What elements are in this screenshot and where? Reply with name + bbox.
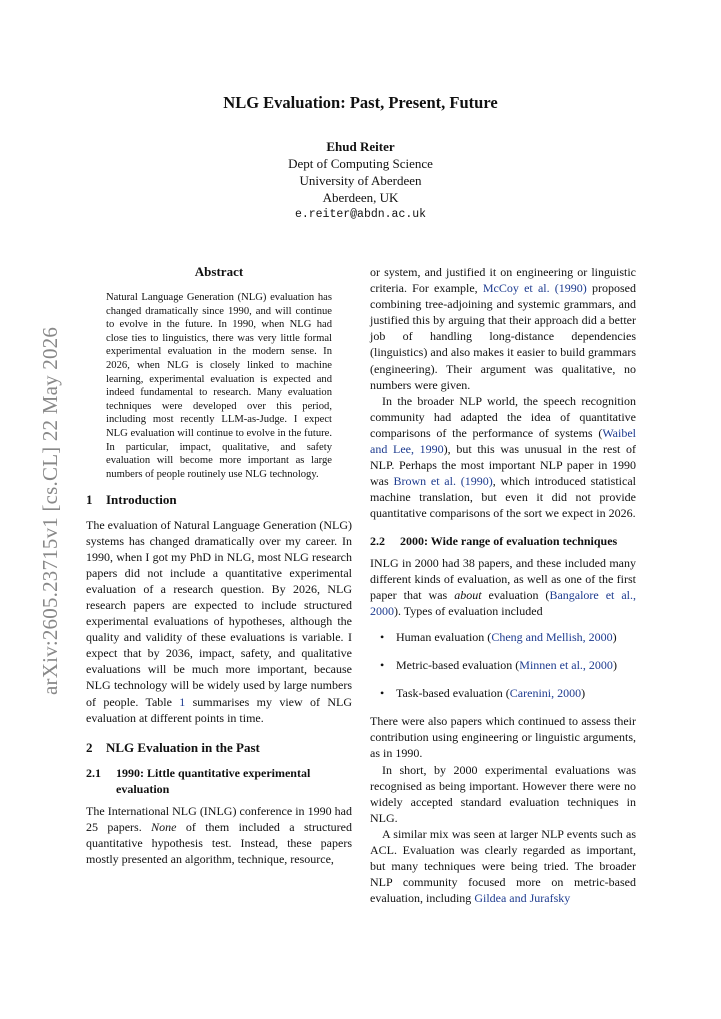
citation-minnen[interactable]: Minnen et al., 2000 [519, 658, 613, 673]
text-span: INLG in 2000 had 38 papers, and these included many different kinds of evaluation, as well as one of the first paper that was [370, 555, 636, 602]
evaluation-types-list [370, 629, 636, 701]
text-span: A similar mix was seen at larger NLP events such as ACL. Evaluation was clearly regarded as important, but many techniques were being tried. The broader NLP community focused more on metric-based evaluation, including [370, 826, 636, 906]
text-span: evaluation ( [481, 587, 550, 602]
citation-carenini[interactable]: Carenini, 2000 [509, 686, 582, 701]
list-item-text: ) [612, 658, 617, 673]
list-item [380, 657, 636, 673]
list-item-text: Metric-based evaluation ( [396, 658, 520, 673]
section-heading-past [86, 740, 352, 756]
text-span: ), but this was unusual in the rest of NLP. Perhaps the most important NLP paper in 1990 was [370, 442, 636, 489]
author-university: University of Aberdeen [299, 173, 422, 188]
bullet-icon: • [380, 686, 385, 701]
citation-gildea[interactable]: Gildea and Jurafsky [474, 891, 571, 906]
text-span: proposed combining tree-adjoining and systemic grammars, and justified this by arguing that their approach did a better job of handling long-distance dependencies (linguistics) and also makes it easier to build grammars (engineering). Their argument was qualitative, no numbers were given. [370, 281, 637, 392]
citation-bangalore[interactable]: Bangalore et al., 2000 [370, 587, 636, 618]
text-span: In the broader NLP world, the speech recognition community had adapted the idea of quantitative comparisons of the performance of systems ( [370, 393, 636, 440]
bullet-icon: • [380, 658, 385, 673]
section-heading-introduction [86, 492, 352, 508]
subsection-title: 1990: Little quantitative experimental evaluation [116, 765, 311, 796]
paragraph-2000-b: There were also papers which continued to assess their contribution using engineering or linguistic arguments, as in 1990. [370, 714, 636, 761]
abstract-heading: Abstract [194, 264, 244, 279]
subsection-heading-1990 [86, 765, 352, 797]
bullet-icon: • [380, 629, 385, 644]
citation-brown[interactable]: Brown et al. (1990) [393, 474, 493, 489]
paragraph-1990-continued [370, 264, 636, 393]
subsection-heading-2000 [370, 533, 636, 549]
abstract-text: Natural Language Generation (NLG) evaluation has changed dramatically since 1990, and will continue to evolve in the future. In 1990, when NLG had close ties to linguistics, there was very little formal experimental evaluation in the modern sense. In 2026, when NLG is closely linked to machine learning, experimental evaluation is expected and indeed fundamental to research. Many evaluation techniques were developed over this period, including most recently LLM-as-Judge. I expect NLG evaluation will continue to evolve in the future. In particular, impact, qualitative, and safety evaluation will become more important as large numbers of people routinely use NLG technology. [106, 292, 332, 480]
right-column [370, 264, 636, 906]
arxiv-identifier[interactable]: arXiv:2605.23715v1 [cs.CL] 22 May 2026 [38, 326, 62, 695]
subsection-number: 2.2 [370, 533, 385, 548]
subsection-title: 2000: Wide range of evaluation techniques [400, 533, 618, 548]
citation-waibel[interactable]: Waibel and Lee, 1990 [370, 425, 636, 457]
paragraph-1990-a [86, 803, 352, 867]
list-item [380, 685, 636, 701]
section-title: Introduction [106, 492, 177, 508]
author-location: Aberdeen, UK [322, 190, 399, 205]
author-email[interactable]: e.reiter@abdn.ac.uk [294, 208, 427, 221]
section-number: 1 [86, 492, 93, 508]
list-item [380, 629, 636, 645]
author-block [0, 138, 721, 223]
left-column [86, 264, 352, 867]
paragraph-2000-a [370, 555, 636, 619]
list-item-text: Human evaluation ( [396, 629, 492, 644]
text-span: ). Types of evaluation included [394, 603, 543, 618]
list-item-text: ) [581, 686, 586, 701]
section-number: 2 [86, 739, 93, 755]
table-ref-link[interactable]: 1 [179, 694, 186, 709]
subsection-number: 2.1 [86, 765, 101, 780]
intro-text-a: The evaluation of Natural Language Generation (NLG) systems has changed dramatically over my career. In 1990, when I got my PhD in NLG, most NLG research papers did not include a quantitative experimental evaluation of a research question. By 2026, NLG research papers are expected to include structured experimental evaluations of hypotheses, although the quality and validity of these evaluations is variable. I expect that by 2036, impact, safety, and qualitative evaluations will be much more important, because NLG technology will be widely used by large numbers of people. Table [86, 517, 352, 709]
text-span: of them included a structured quantitative hypothesis test. Instead, these papers mostly presented an algorithm, technique, resource, [86, 820, 352, 867]
paragraph-2000-c: In short, by 2000 experimental evaluations was recognised as being important. However there were no widely accepted standard evaluation techniques in NLG. [370, 762, 636, 825]
text-span: or system, and justified it on engineering or linguistic criteria. For example, [370, 265, 636, 296]
citation-mccoy[interactable]: McCoy et al. (1990) [482, 281, 587, 296]
author-name: Ehud Reiter [326, 139, 395, 154]
section-title: NLG Evaluation in the Past [106, 739, 260, 755]
emphasis-none: None [151, 820, 177, 835]
paragraph-2000-d [370, 826, 636, 906]
paper-title: NLG Evaluation: Past, Present, Future [223, 93, 498, 112]
intro-text-b: summarises my view of NLG evaluation at different points in time. [86, 694, 352, 725]
citation-cheng[interactable]: Cheng and Mellish, 2000 [491, 629, 613, 644]
intro-paragraph [86, 517, 352, 726]
text-span: The International NLG (INLG) conference in 1990 had 25 papers. [86, 804, 352, 835]
emphasis-about: about [454, 587, 482, 602]
paragraph-1990-b [370, 393, 636, 522]
list-item-text: ) [612, 629, 617, 644]
author-dept: Dept of Computing Science [288, 156, 433, 171]
text-span: , which introduced statistical machine translation, but even it did not provide quantitative comparisons of the sort we expect in 2026. [370, 474, 637, 521]
list-item-text: Task-based evaluation ( [396, 686, 510, 701]
